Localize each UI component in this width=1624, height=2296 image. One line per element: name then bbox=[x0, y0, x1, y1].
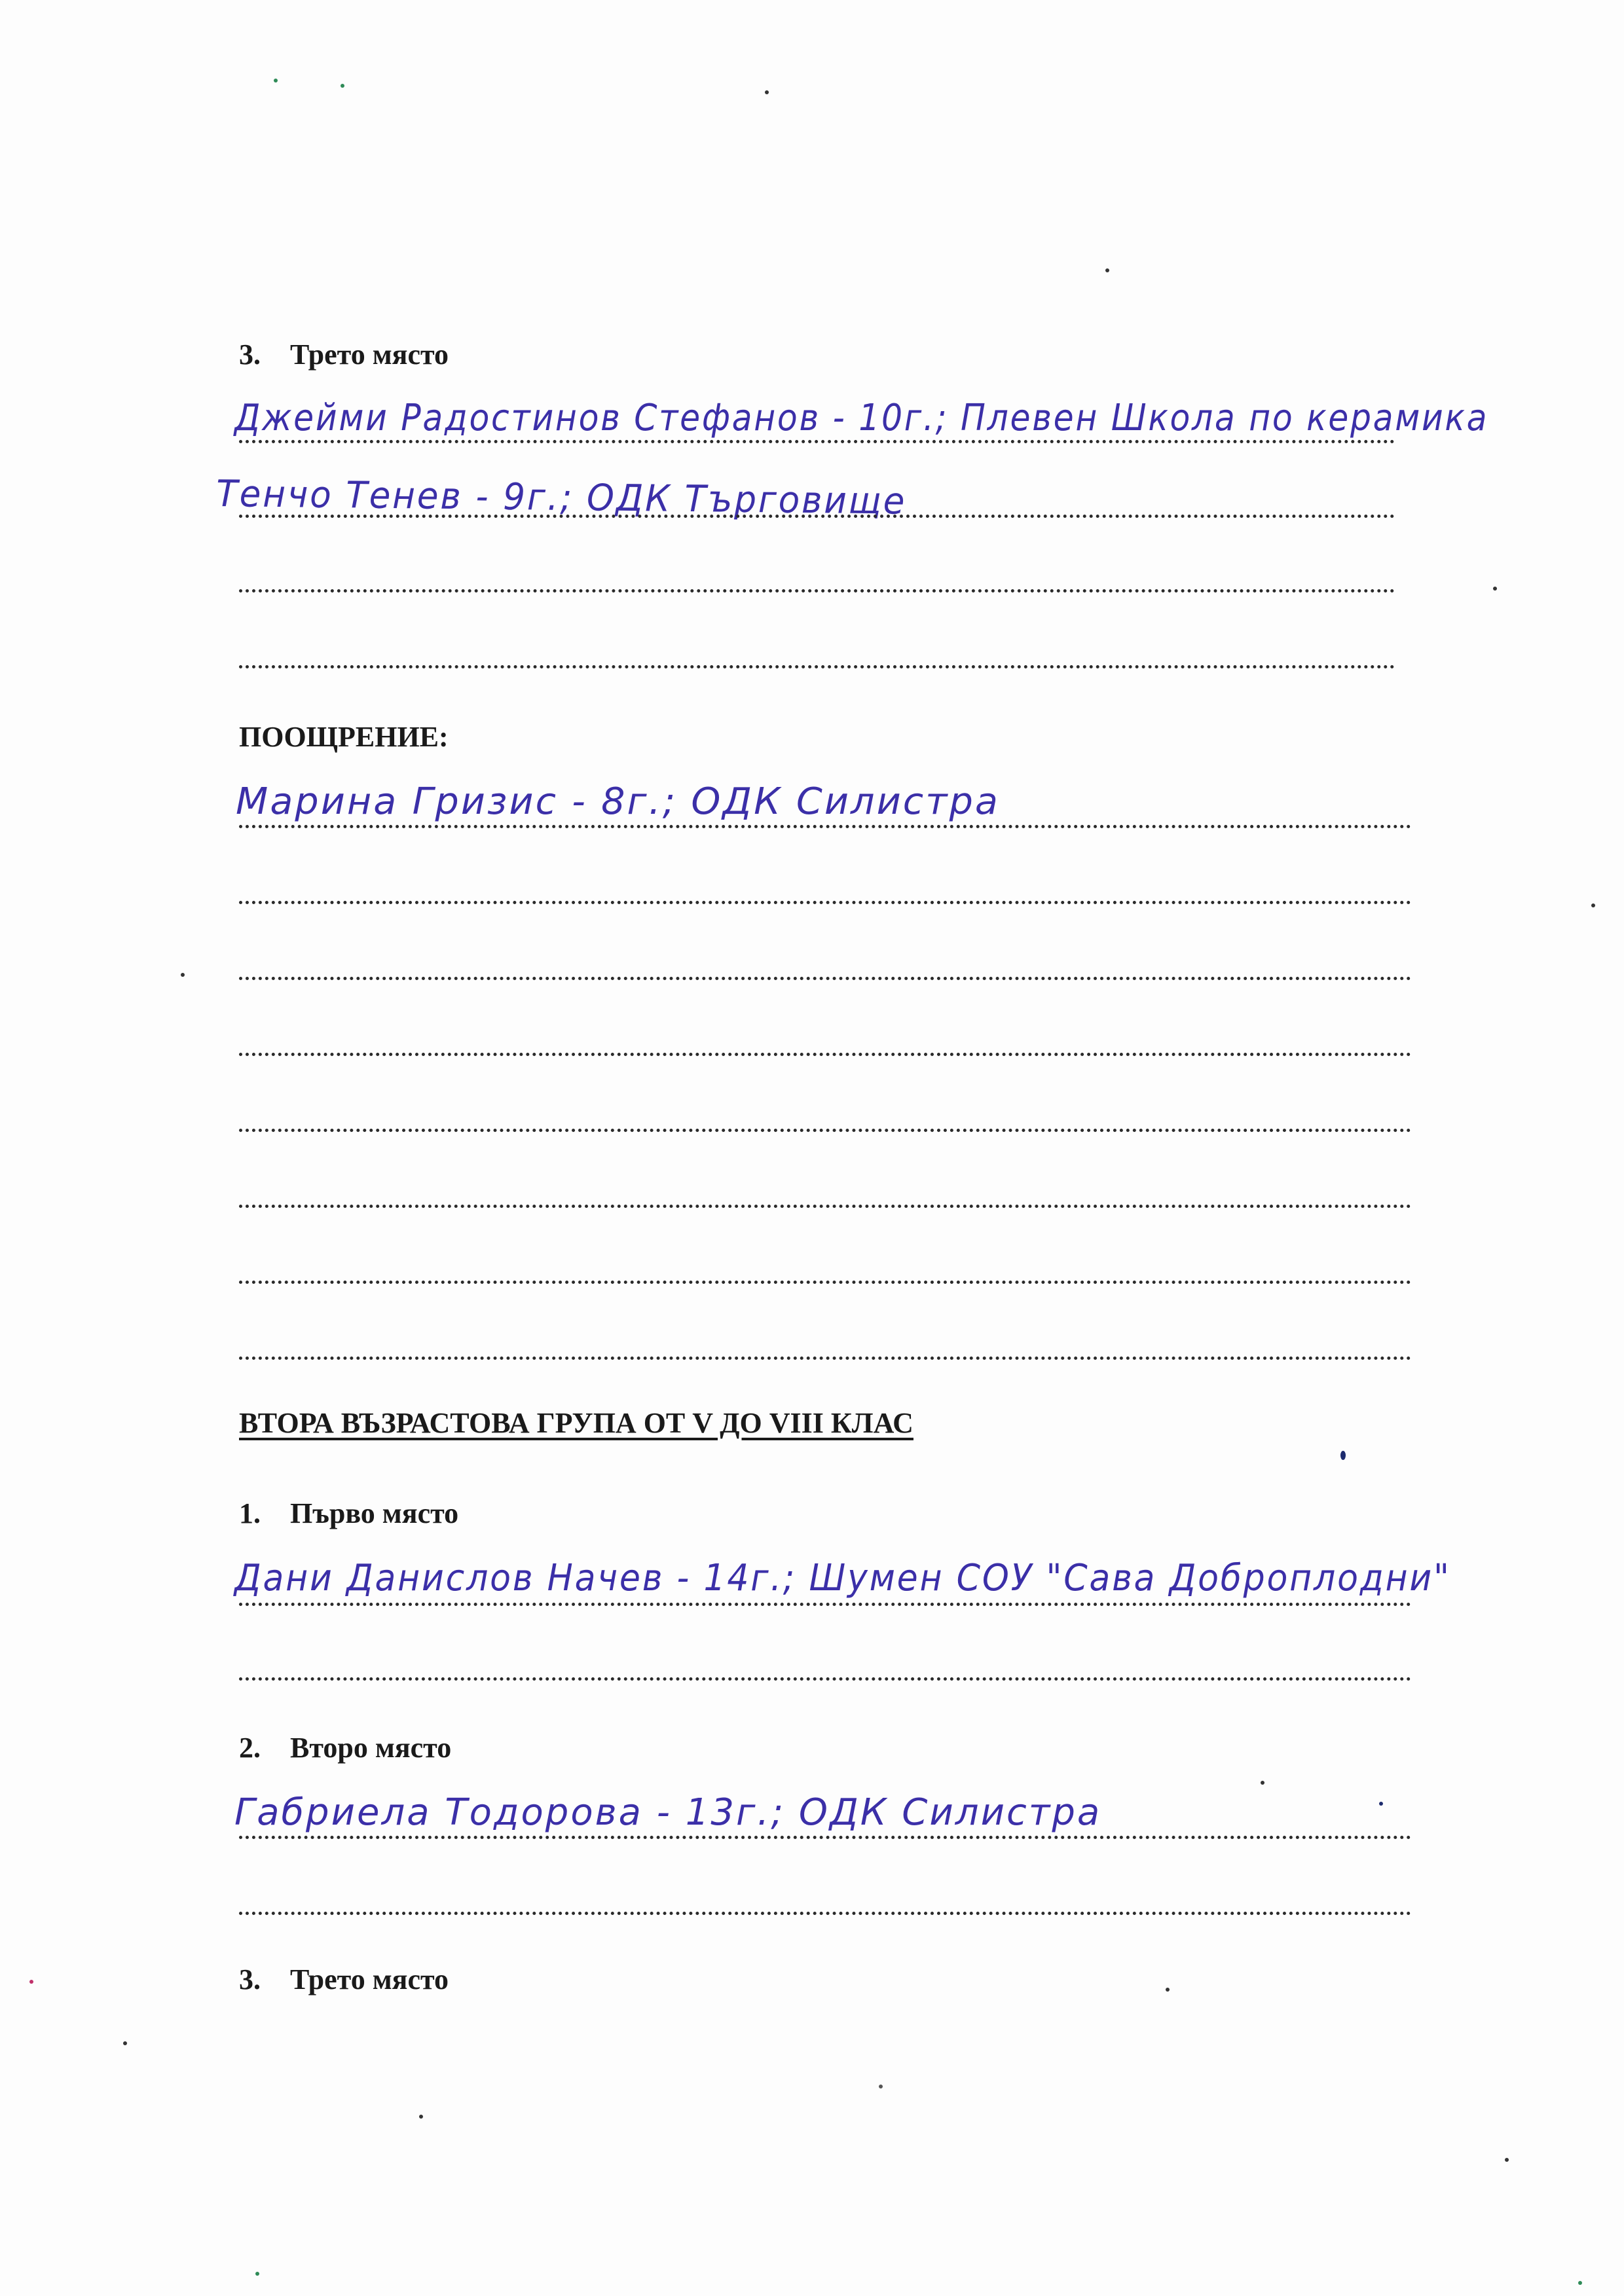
dotted-line bbox=[239, 1357, 1411, 1360]
first-place-heading bbox=[239, 1497, 458, 1530]
dotted-line bbox=[239, 1129, 1411, 1132]
dotted-line bbox=[239, 440, 1395, 443]
dotted-line bbox=[239, 1205, 1411, 1208]
scan-speck bbox=[274, 79, 278, 82]
encouragement-heading: ПООЩРЕНИЕ: bbox=[239, 721, 449, 753]
dotted-line bbox=[239, 1677, 1411, 1681]
heading-label: Второ място bbox=[290, 1732, 452, 1764]
scan-speck bbox=[29, 1980, 33, 1984]
heading-number: 2. bbox=[239, 1732, 261, 1764]
handwritten-entry: Дани Данислов Начев - 14г.; Шумен СОУ "Сава Доброплодни" bbox=[234, 1557, 1451, 1599]
dotted-line bbox=[239, 1281, 1411, 1284]
heading-label: Първо място bbox=[290, 1497, 459, 1529]
scan-speck bbox=[1493, 587, 1497, 591]
dotted-line bbox=[239, 1836, 1411, 1839]
heading-label: Трето място bbox=[290, 1963, 449, 1995]
scan-speck bbox=[1105, 268, 1109, 272]
third-place-heading-2 bbox=[239, 1963, 449, 1996]
handwritten-entry: Марина Гризис - 8г.; ОДК Силистра bbox=[236, 780, 1000, 823]
age-group-title: ВТОРА ВЪЗРАСТОВА ГРУПА ОТ V ДО VIII КЛАС bbox=[239, 1407, 913, 1439]
handwritten-entry: Тенчо Тенев - 9г.; ОДК Търговище bbox=[216, 473, 907, 523]
scan-speck bbox=[181, 973, 185, 977]
scan-speck bbox=[1261, 1781, 1264, 1785]
scan-speck bbox=[1591, 903, 1595, 907]
scan-speck bbox=[1578, 2281, 1582, 2285]
dotted-line bbox=[239, 901, 1411, 904]
heading-number: 3. bbox=[239, 1963, 261, 1995]
dotted-line bbox=[239, 589, 1395, 592]
third-place-heading bbox=[239, 338, 449, 371]
scan-speck bbox=[1505, 2158, 1509, 2162]
dotted-line bbox=[239, 515, 1395, 518]
heading-number: 1. bbox=[239, 1497, 261, 1529]
handwritten-entry: Джейми Радостинов Стефанов - 10г.; Плевен Школа по керамика bbox=[234, 397, 1489, 439]
dotted-line bbox=[239, 825, 1411, 828]
scan-speck bbox=[123, 2041, 127, 2045]
dotted-line bbox=[239, 665, 1395, 668]
handwritten-entry: Габриела Тодорова - 13г.; ОДК Силистра bbox=[234, 1791, 1102, 1834]
dotted-line bbox=[239, 1912, 1411, 1915]
heading-label: Трето място bbox=[290, 338, 449, 371]
scan-speck bbox=[1340, 1451, 1346, 1460]
second-place-heading bbox=[239, 1731, 451, 1764]
scan-speck bbox=[1379, 1802, 1383, 1806]
scan-speck bbox=[1166, 1988, 1170, 1992]
scan-speck bbox=[419, 2115, 423, 2119]
dotted-line bbox=[239, 977, 1411, 980]
dotted-line bbox=[239, 1053, 1411, 1056]
heading-number: 3. bbox=[239, 338, 261, 371]
scan-speck bbox=[765, 90, 769, 94]
scan-speck bbox=[255, 2272, 259, 2276]
scan-speck bbox=[879, 2085, 883, 2088]
scan-speck bbox=[341, 84, 344, 88]
dotted-line bbox=[239, 1603, 1411, 1606]
